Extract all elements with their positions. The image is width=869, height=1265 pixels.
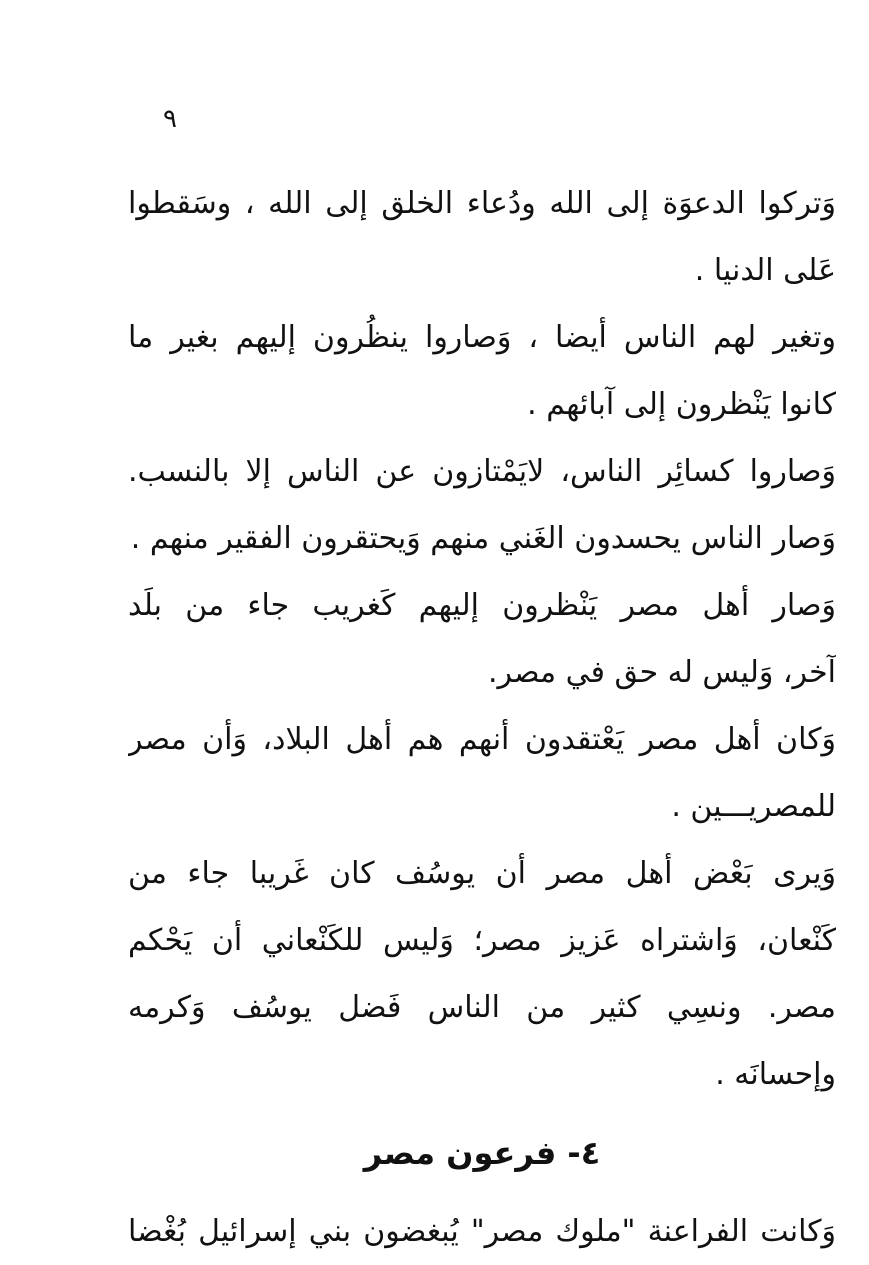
text-line: وَتركوا الدعوَة إلى الله ودُعاء الخلق إلى الله ، وسَقطوا bbox=[128, 186, 836, 221]
text-line: للمصريـــين . bbox=[671, 789, 836, 824]
text-line: كانوا يَنْظرون إلى آبائهم . bbox=[527, 387, 836, 422]
page-number: ٩ bbox=[163, 104, 177, 134]
text-line: عَلى الدنيا . bbox=[694, 253, 836, 288]
text-line: آخر، وَليس له حق في مصر. bbox=[487, 655, 836, 690]
text-line: وإحسانَه . bbox=[715, 1057, 836, 1092]
text-line: وَكانت الفراعنة "ملوك مصر" يُبغضون بني إسرائيل بُغْضا bbox=[128, 1214, 836, 1249]
body-text bbox=[128, 170, 836, 1265]
text-line: وَكان أهل مصر يَعْتقدون أنهم هم أهل البلاد، وَأن مصر bbox=[128, 722, 836, 757]
text-line: مصر. ونسِي كثير من الناس فَضل يوسُف وَكرمه bbox=[128, 990, 836, 1025]
text-line: وَصار الناس يحسدون الغَني منهم وَيحتقرون الفقير منهم . bbox=[130, 521, 836, 556]
section-heading: ٤- فرعون مصر bbox=[363, 1134, 601, 1172]
text-line: وَيرى بَعْض أهل مصر أن يوسُف كان غَريبا جاء من bbox=[128, 856, 836, 891]
text-line: وتغير لهم الناس أيضا ، وَصاروا ينظُرون إليهم بغير ما bbox=[128, 320, 836, 355]
text-line: وَصاروا كسائِر الناس، لايَمْتازون عن الناس إلا بالنسب. bbox=[128, 454, 836, 489]
text-line: كَنْعان، وَاشتراه عَزيز مصر؛ وَليس للكَنْعاني أن يَحْكم bbox=[128, 923, 836, 958]
text-line: وَصار أهل مصر يَنْظرون إليهم كَغريب جاء من بلَد bbox=[128, 588, 836, 623]
